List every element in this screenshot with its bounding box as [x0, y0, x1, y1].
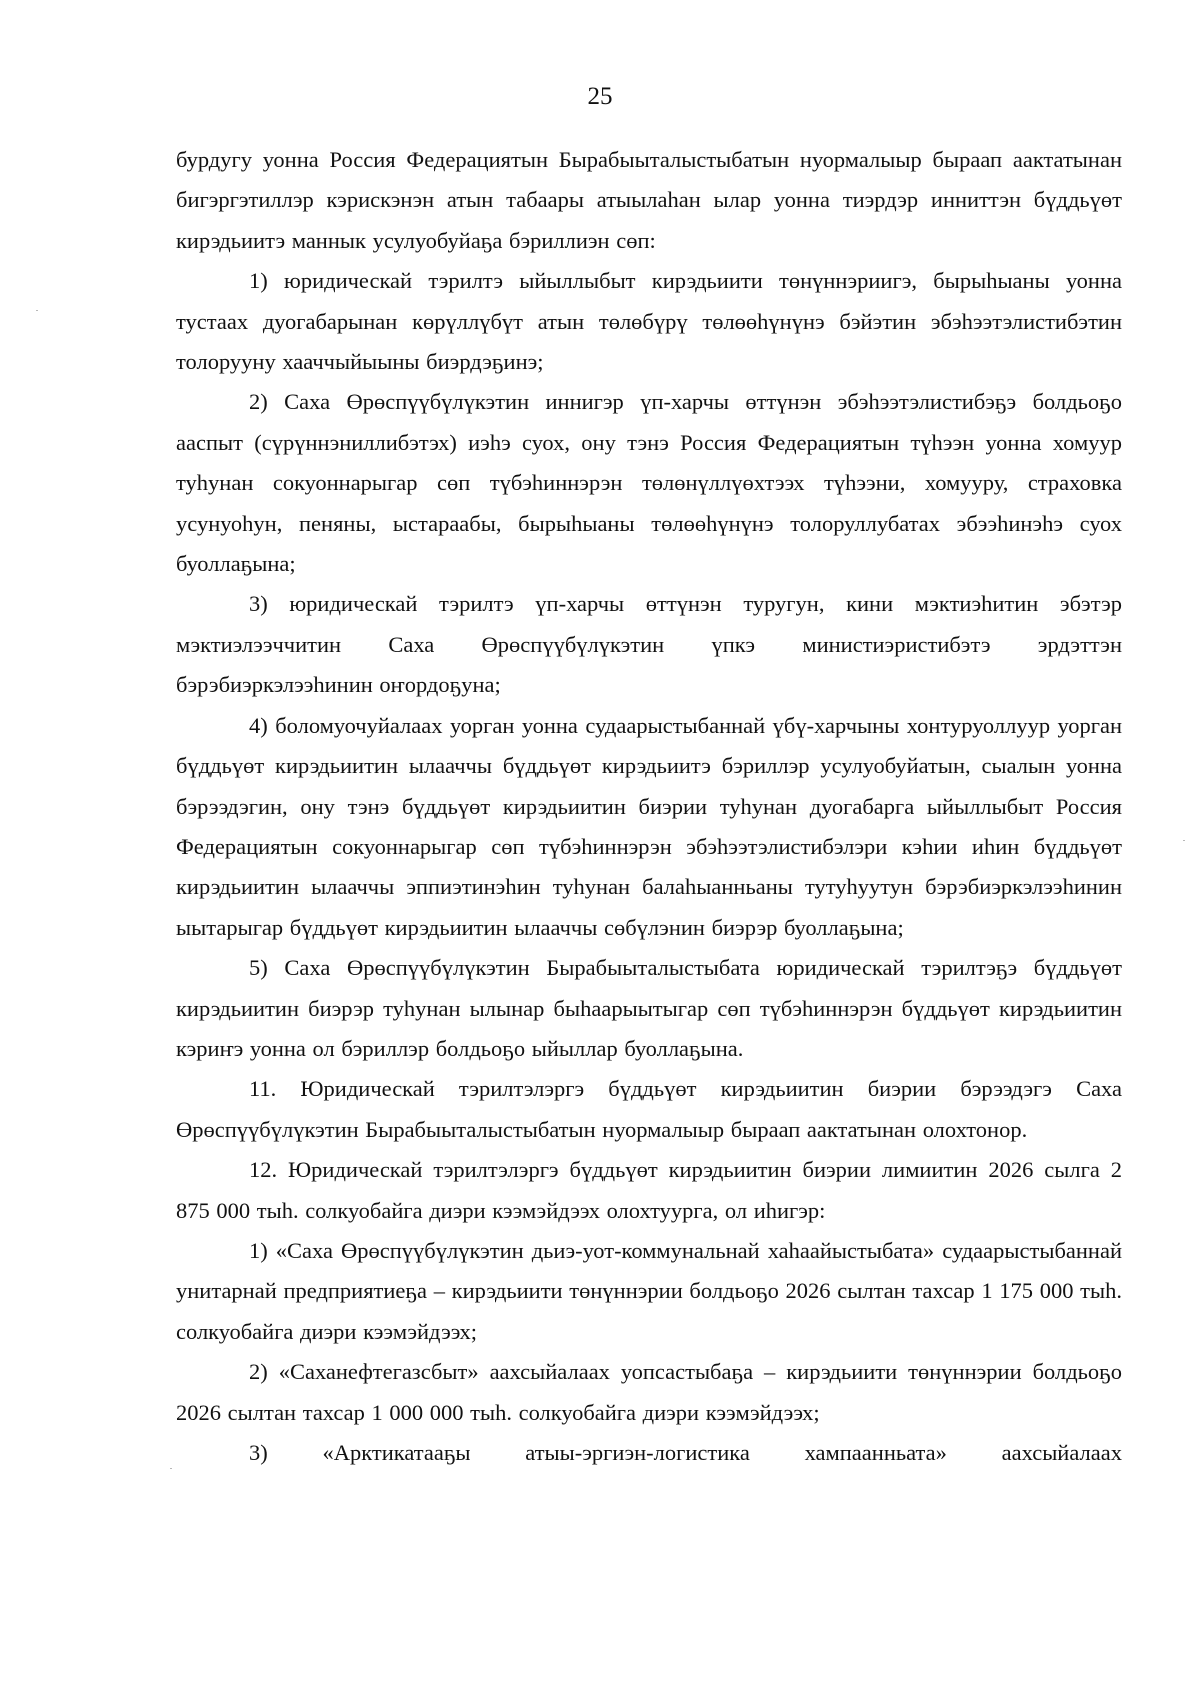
- scan-edge-mark: [170, 1468, 172, 1469]
- paragraph-limit-3: 3) «Арктикатааҕы атыы-эргиэн-логистика хампаанньата» аахсыйалаах: [249, 1440, 1122, 1465]
- paragraph-condition-3: 3) юридическай тэрилтэ үп-харчы өттүнэн туругун, кини мэктиэһитин эбэтэр мэктиэлээччитин Саха Өрөспүүбүлүкэтин үпкэ министиэристибэтэ эрдэттэн бэрэбиэркэлээһинин оҥордоҕуна;: [176, 591, 1122, 698]
- scan-edge-mark: [36, 310, 38, 311]
- paragraph-item-12: 12. Юридическай тэрилтэлэргэ бүддьүөт кирэдьиитин биэрии лимиитин 2026 сылга 2 875 000 тыһ. солкуобайга диэри кээмэйдээх олохтуурга, ол иһигэр:: [176, 1157, 1122, 1223]
- paragraph-continuation: бурдугу уонна Россия Федерациятын Бырабыыталыстыбатын нуормалыыр быраап аактатынан бигэргэтиллэр кэрискэнэн атын табаары атыылаһан ылар уонна тиэрдэр инниттэн бүддьүөт кирэдьиитэ маннык усулуобуйаҕа бэриллиэн сөп:: [176, 147, 1122, 253]
- paragraph-limit-2: 2) «Саханефтегазсбыт» аахсыйалаах уопсастыбаҕа – кирэдьиити төнүннэрии болдьоҕо 2026 сылтан тахсар 1 000 000 тыһ. солкуобайга диэри кээмэйдээх;: [176, 1359, 1122, 1425]
- scan-edge-mark: [1183, 840, 1185, 841]
- paragraph-condition-4: 4) боломуочуйалаах уорган уонна судаарыстыбаннай үбү-харчыны хонтуруоллуур уорган бүддьүөт кирэдьиитин ылааччы бүддьүөт кирэдьиитэ бэриллэр усулуобуйатын, сыалын уонна бэрээдэгин, ону тэнэ бүддьүөт кирэдьиитин биэрии туһунан дуогабарга ыйыллыбыт Россия Федерациятын сокуоннарыгар сөп түбэһиннэрэн эбэһээтэлистибэлэри кэһии иһин бүддьүөт кирэдьиитин ылааччы эппиэтинэһин туһунан балаһыанньаны тутуһуутун бэрэбиэркэлээһинин ыытарыгар бүддьүөт кирэдьиитин ылааччы сөбүлэнин биэрэр буоллаҕына;: [176, 712, 1122, 940]
- paragraph-item-11: 11. Юридическай тэрилтэлэргэ бүддьүөт кирэдьиитин биэрии бэрээдэгэ Саха Өрөспүүбүлүкэтин Бырабыыталыстыбатын нуормалыыр быраап аактатынан олохтонор.: [176, 1076, 1122, 1142]
- page-number: 25: [587, 83, 613, 110]
- document-body: [176, 140, 1122, 1473]
- paragraph-condition-2: 2) Саха Өрөспүүбүлүкэтин иннигэр үп-харчы өттүнэн эбэһээтэлистибэҕэ болдьоҕо ааспыт (сүрүннэниллибэтэх) иэһэ суох, ону тэнэ Россия Федерациятын түһээн уонна хомуур туһунан сокуоннарыгар сөп түбэһиннэрэн төлөнүллүөхтээх түһээни, хомууру, страховка усунуоһун, пеняны, ыстараабы, бырыһыаны төлөөһүнүнэ толоруллубатах эбээһинэһэ суох буоллаҕына;: [176, 389, 1122, 577]
- paragraph-limit-1: 1) «Саха Өрөспүүбүлүкэтин дьиэ-уот-коммунальнай хаһаайыстыбата» судаарыстыбаннай унитарнай предприятиеҕа – кирэдьиити төнүннэрии болдьоҕо 2026 сылтан тахсар 1 175 000 тыһ. солкуобайга диэри кээмэйдээх;: [176, 1237, 1122, 1344]
- paragraph-condition-1: 1) юридическай тэрилтэ ыйыллыбыт кирэдьиити төнүннэриигэ, бырыһыаны уонна тустаах дуогабарынан көрүллүбүт атын төлөбүрү төлөөһүнүнэ бэйэтин эбэһээтэлистибэтин толорууну хааччыйыыны биэрдэҕинэ;: [176, 268, 1122, 375]
- paragraph-condition-5: 5) Саха Өрөспүүбүлүкэтин Бырабыыталыстыбата юридическай тэрилтэҕэ бүддьүөт кирэдьиитин биэрэр туһунан ылынар быһаарыытыгар сөп түбэһиннэрэн бүддьүөт кирэдьиитин кэриҥэ уонна ол бэриллэр болдьоҕо ыйыллар буоллаҕына.: [176, 955, 1122, 1061]
